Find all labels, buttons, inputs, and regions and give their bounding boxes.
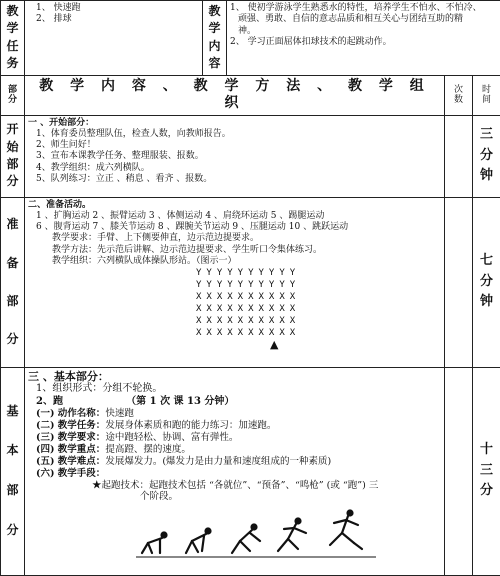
goal-line: 1、 使初学游泳学生熟悉水的特性，培养学生不怕水、不怕冷、 — [230, 3, 497, 14]
prep-organization: 教学组织：六列横队成体操队形站。（图示一） — [28, 256, 441, 267]
task-item: 1、 快速跑 — [28, 3, 199, 14]
basic-content — [25, 367, 445, 575]
basic-count — [445, 367, 473, 575]
section-title: 一 、开始部分： — [28, 118, 441, 129]
start-label: 开 始 部 分 — [1, 115, 25, 197]
lesson-info: （第 1 次 课 13 分钟） — [66, 396, 234, 407]
prep-content — [25, 197, 445, 367]
basic-label: 基 本 部 分 — [1, 367, 25, 575]
exercise-row: 6 、腹背运动 7 、膝关节运动 8 、踝腕关节运动 9 、压腿运动 10 、跳跃运动 — [28, 222, 441, 233]
content-label: 教 学 内 容 — [203, 1, 227, 76]
start-content — [25, 115, 445, 197]
item-row: (三) 教学要求：途中跑轻松、协调、富有弹性。 — [28, 432, 441, 444]
prep-label: 准 备 部 分 — [1, 197, 25, 367]
goal-list — [227, 1, 500, 76]
task-label: 教 学 任 务 — [1, 1, 25, 76]
item-row: (五) 教学难点：发展爆发力。(爆发力是由力量和速度组成的一种素质) — [28, 456, 441, 468]
formation-row: XXXXXXXXXX — [28, 315, 441, 327]
list-item: 1、体育委员整理队伍，检查人数，向教师报告。 — [28, 129, 441, 140]
item-row: (六) 教学手段： — [28, 468, 441, 480]
count-header: 次 数 — [445, 75, 473, 115]
start-time: 三 分 钟 — [473, 115, 500, 197]
start-row — [1, 115, 500, 197]
start-technique: ★起跑技术：起跑技术包括 “各就位”、“预备”、“鸣枪” (或 “跑”) 三 — [28, 480, 441, 492]
basic-row — [1, 367, 500, 575]
formation-row: YYYYYYYYYY — [28, 279, 441, 291]
formation-row: XXXXXXXXXX — [28, 291, 441, 303]
start-count — [445, 115, 473, 197]
time-header: 时 间 — [473, 75, 500, 115]
formation-row: XXXXXXXXXX — [28, 303, 441, 315]
prep-count — [445, 197, 473, 367]
item-row: (一) 动作名称：快速跑 — [28, 408, 441, 420]
goal-line: 2、 学习正面屈体扣球技术的起跳动作。 — [230, 37, 497, 48]
exercise-row: 1 、扩胸运动 2 、振臂运动 3 、体侧运动 4 、肩绕环运动 5 、踢腿运动 — [28, 211, 441, 222]
goal-line: 顽强、勇敢、自信的意志品质和相互关心与团结互助的精 — [230, 14, 497, 25]
item-row: (四) 教学重点：提高蹬、摆的速度。 — [28, 444, 441, 456]
basic-time: 十 三 分 — [473, 367, 500, 575]
goal-line: 神。 — [230, 26, 497, 37]
formation-row: YYYYYYYYYY — [28, 267, 441, 279]
teacher-marker-icon: ▲ — [28, 339, 441, 351]
part-header: 部 分 — [1, 75, 25, 115]
prep-row — [1, 197, 500, 367]
task-list — [25, 1, 203, 76]
start-technique-cont: 个阶段。 — [28, 491, 441, 503]
list-item: 2、师生问好！ — [28, 140, 441, 151]
header-row — [1, 75, 500, 115]
prep-method: 教学方法：先示范后讲解、边示范边提要求、学生听口令集体练习。 — [28, 245, 441, 256]
list-item: 5、队列练习：立正 、稍息 、看齐 、报数。 — [28, 174, 441, 185]
prep-requirement: 教学要求：手臂、上下侧要伸直，边示范边提要求。 — [28, 233, 441, 244]
list-item: 4、教学组织：成六列横队。 — [28, 163, 441, 174]
task-row — [1, 1, 500, 76]
list-item: 3、宣布本课教学任务、整理服装、报数。 — [28, 151, 441, 162]
task-item: 2、 排球 — [28, 14, 199, 25]
section-title: 三 、基本部分： — [28, 370, 441, 384]
prep-time: 七 分 钟 — [473, 197, 500, 367]
sprint-start-figures-icon — [136, 505, 416, 561]
section-title: 二、准备活动。 — [28, 200, 441, 211]
main-header: 教 学 内 容 、 教 学 方 法 、 教 学 组 织 — [25, 75, 445, 115]
run-title: 2、跑 — [36, 396, 63, 407]
formation-row: XXXXXXXXXX — [28, 327, 441, 339]
item-row: (二) 教学任务：发展身体素质和跑的能力练习：加速跑。 — [28, 420, 441, 432]
organization-form: 1、组织形式：分组不轮换。 — [28, 383, 441, 396]
